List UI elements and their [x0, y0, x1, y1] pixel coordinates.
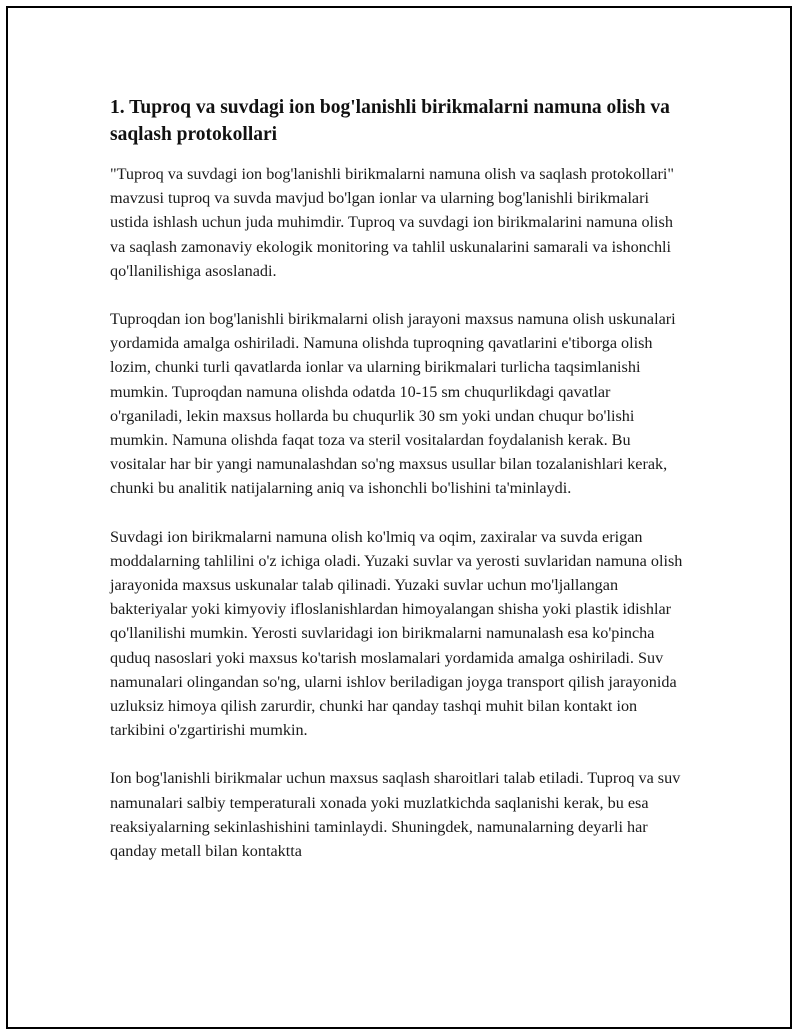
section-heading: 1. Tuproq va suvdagi ion bog'lanishli birikmalarni namuna olish va saqlash protokollari: [110, 97, 670, 145]
paragraph-storage: Ion bog'lanishli birikmalar uchun maxsus saqlash sharoitlari talab etiladi. Tuproq va suv namunalari salbiy temperaturali xonada yoki muzlatkichda saqlanishi kerak, bu esa reaksiyalarning sekinlashishini taminlaydi. Shuningdek, namunalarning deyarli har qanday metall bilan kontaktta: [110, 769, 681, 861]
document-body: [110, 94, 685, 887]
paragraph-intro: "Tuproq va suvdagi ion bog'lanishli birikmalarni namuna olish va saqlash protokollari" mavzusi tuproq va suvda mavjud bo'lgan ionlar va ularning bog'lanishli birikmalari ustida ishlash uchun juda muhimdir. Tuproq va suvdagi ion birikmalarini namuna olish va saqlash zamonaviy ekologik monitoring va tahlil uskunalarini samarali va ishonchli qo'llanilishiga asoslanadi.: [110, 165, 675, 280]
paragraph-soil-sampling: Tuproqdan ion bog'lanishli birikmalarni olish jarayoni maxsus namuna olish uskunalari yordamida amalga oshiriladi. Namuna olishda tuproqning qavatlarini e'tiborga olish lozim, chunki turli qavatlarda ionlar va ularning birikmalari turlicha taqsimlanishi mumkin. Tuproqdan namuna olishda odatda 10-15 sm chuqurlikdagi qavatlar o'rganiladi, lekin maxsus hollarda bu chuqurlik 30 sm yoki undan chuqur bo'lishi mumkin. Namuna olishda faqat toza va steril vositalardan foydalanish kerak. Bu vositalar har bir yangi namunalashdan so'ng maxsus usullar bilan tozalanishlari kerak, chunki bu analitik natijalarning aniq va ishonchli bo'lishini ta'minlaydi.: [110, 310, 676, 498]
paragraph-water-sampling: Suvdagi ion birikmalarni namuna olish ko'lmiq va oqim, zaxiralar va suvda erigan moddalarning tahlilini o'z ichiga oladi. Yuzaki suvlar va yerosti suvlaridan namuna olish jarayonida maxsus uskunalar talab qilinadi. Yuzaki suvlar uchun mo'ljallangan bakteriyalar yoki kimyoviy ifloslanishlardan himoyalangan shisha yoki plastik idishlar qo'llanilishi mumkin. Yerosti suvlaridagi ion birikmalarni namunalash esa ko'pincha quduq nasoslari yoki maxsus ko'tarish moslamalari yordamida amalga oshiriladi. Suv namunalari olingandan so'ng, ularni ishlov beriladigan joyga transport qilish jarayonida uzluksiz himoya qilish zarurdir, chunki har qanday tashqi muhit bilan kontakt ion tarkibini o'zgartirishi mumkin.: [110, 527, 683, 740]
